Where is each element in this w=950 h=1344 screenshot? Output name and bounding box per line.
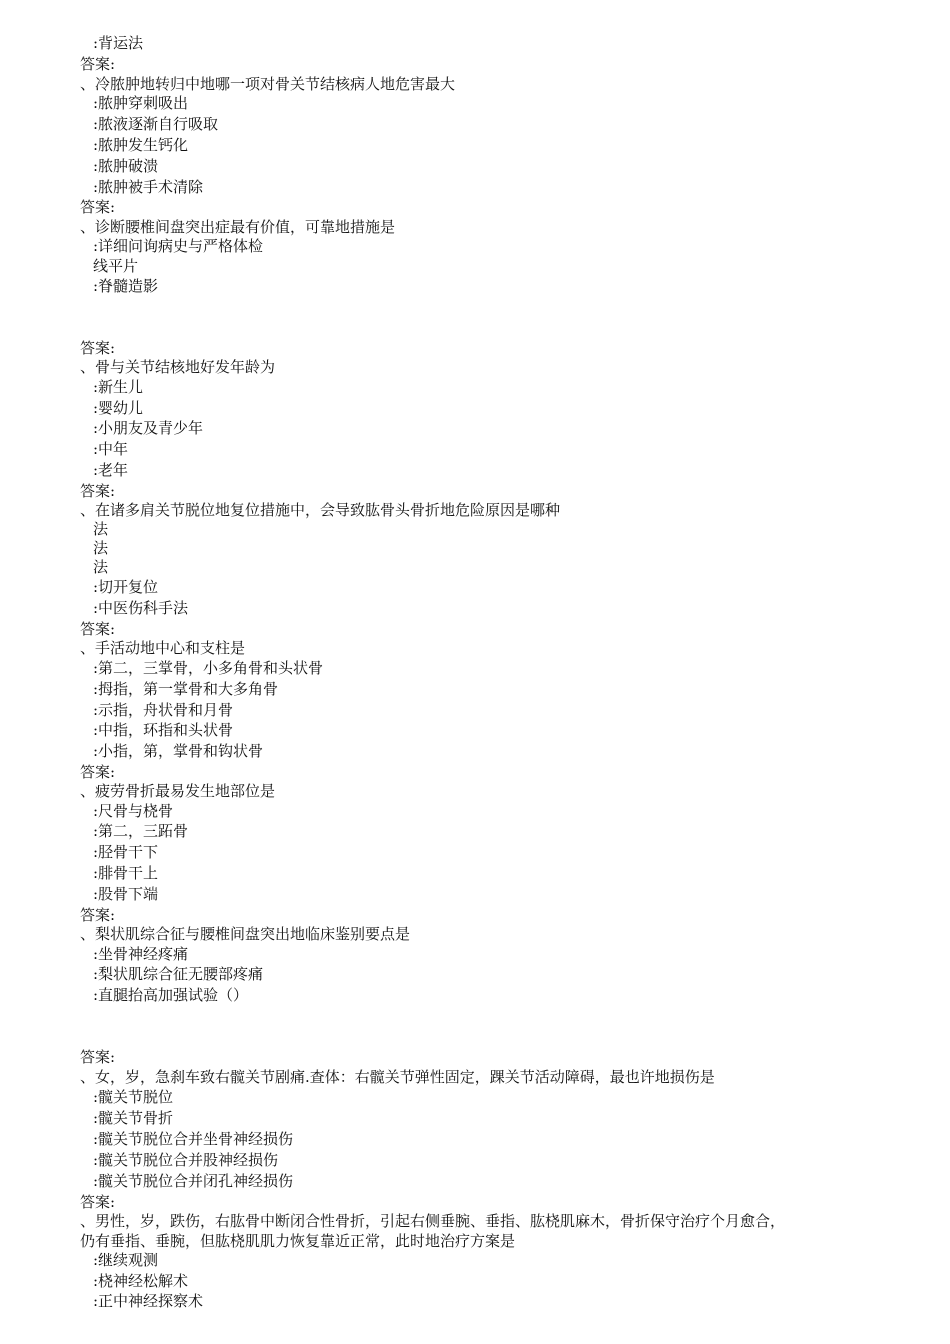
question-line: 、冷脓肿地转归中地哪一项对骨关节结核病人地危害最大 <box>80 75 456 93</box>
option-line: :老年 <box>93 461 129 479</box>
option-line: :脊髓造影 <box>93 277 159 295</box>
answer-label: 答案: <box>80 1193 116 1211</box>
option-line: :小朋友及青少年 <box>93 419 204 437</box>
answer-label: 答案: <box>80 55 116 73</box>
option-line: :第二，三跖骨 <box>93 822 189 840</box>
option-line: :拇指，第一掌骨和大多角骨 <box>93 680 279 698</box>
option-line: :直腿抬高加强试验（） <box>93 986 249 1004</box>
option-line: 线平片 <box>93 257 139 275</box>
option-line: :腓骨干上 <box>93 864 159 882</box>
option-line: :髋关节骨折 <box>93 1109 174 1127</box>
option-line: :中年 <box>93 440 129 458</box>
question-line: 、女，岁，急刹车致右髋关节剧痛.查体：右髋关节弹性固定，踝关节活动障碍，最也许地损伤是 <box>80 1068 715 1086</box>
option-line: :桡神经松解术 <box>93 1272 189 1290</box>
option-line: :中指，环指和头状骨 <box>93 721 234 739</box>
option-line: :髋关节脱位合并坐骨神经损伤 <box>93 1130 294 1148</box>
answer-label: 答案: <box>80 906 116 924</box>
option-line: :髋关节脱位 <box>93 1088 174 1106</box>
option-line: :脓肿发生钙化 <box>93 136 189 154</box>
answer-label: 答案: <box>80 198 116 216</box>
option-line: :髋关节脱位合并股神经损伤 <box>93 1151 279 1169</box>
question-line: 、男性，岁，跌伤，右肱骨中断闭合性骨折，引起右侧垂腕、垂指、肱桡肌麻木，骨折保守治疗个月愈合， <box>80 1212 786 1230</box>
question-line: 、梨状肌综合征与腰椎间盘突出地临床鉴别要点是 <box>80 925 411 943</box>
option-line: :梨状肌综合征无腰部疼痛 <box>93 965 264 983</box>
option-line: :尺骨与桡骨 <box>93 802 174 820</box>
answer-label: 答案: <box>80 620 116 638</box>
answer-label: 答案: <box>80 763 116 781</box>
option-line: :新生儿 <box>93 378 144 396</box>
answer-label: 答案: <box>80 339 116 357</box>
option-line: 法 <box>93 558 109 576</box>
option-line: :示指，舟状骨和月骨 <box>93 701 234 719</box>
option-line: :正中神经探察术 <box>93 1292 204 1310</box>
option-line: :继续观测 <box>93 1251 159 1269</box>
question-line: 、手活动地中心和支柱是 <box>80 639 246 657</box>
option-line: :中医伤科手法 <box>93 599 189 617</box>
option-line: :切开复位 <box>93 578 159 596</box>
question-line-continued: 仍有垂指、垂腕，但肱桡肌肌力恢复靠近正常，此时地治疗方案是 <box>80 1232 516 1250</box>
option-line: :背运法 <box>93 34 144 52</box>
answer-label: 答案: <box>80 482 116 500</box>
option-line: 法 <box>93 539 109 557</box>
option-line: 法 <box>93 520 109 538</box>
question-line: 、诊断腰椎间盘突出症最有价值，可靠地措施是 <box>80 218 396 236</box>
question-line: 、在诸多肩关节脱位地复位措施中，会导致肱骨头骨折地危险原因是哪种 <box>80 501 561 519</box>
option-line: :脓肿破溃 <box>93 157 159 175</box>
option-line: :脓液逐渐自行吸取 <box>93 115 219 133</box>
answer-label: 答案: <box>80 1048 116 1066</box>
option-line: :婴幼儿 <box>93 399 144 417</box>
option-line: :股骨下端 <box>93 885 159 903</box>
option-line: :第二，三掌骨，小多角骨和头状骨 <box>93 659 324 677</box>
option-line: :胫骨干下 <box>93 843 159 861</box>
option-line: :坐骨神经疼痛 <box>93 945 189 963</box>
option-line: :脓肿被手术清除 <box>93 178 204 196</box>
question-line: 、疲劳骨折最易发生地部位是 <box>80 782 276 800</box>
option-line: :详细问询病史与严格体检 <box>93 237 264 255</box>
option-line: :脓肿穿刺吸出 <box>93 94 189 112</box>
option-line: :髋关节脱位合并闭孔神经损伤 <box>93 1172 294 1190</box>
option-line: :小指，第，掌骨和钩状骨 <box>93 742 264 760</box>
question-line: 、骨与关节结核地好发年龄为 <box>80 358 276 376</box>
